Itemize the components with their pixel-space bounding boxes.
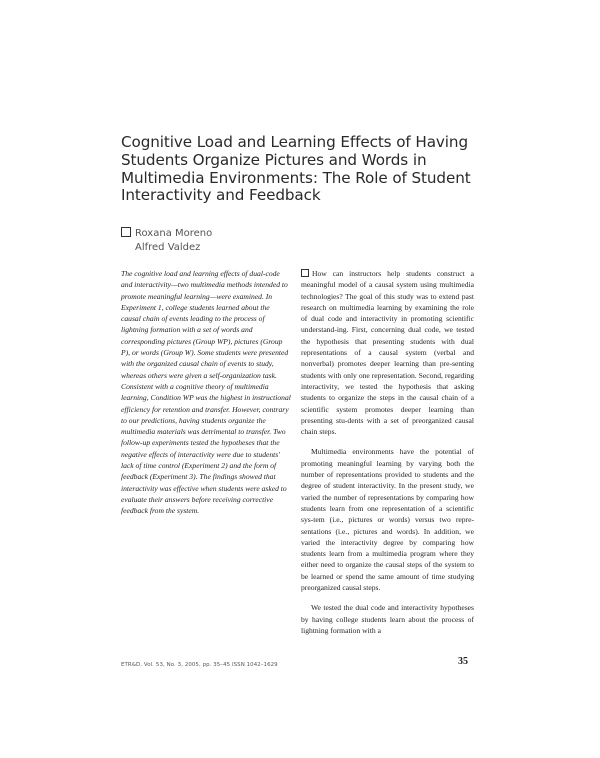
author-list: [121, 227, 212, 255]
author-name: Roxana Moreno: [135, 228, 213, 239]
author-line-1: [121, 227, 212, 241]
body-paragraph: We tested the dual code and interactivity hypotheses by having college students learn about the process of lightning formation with a: [301, 603, 474, 635]
abstract: The cognitive load and learning effects of dual-code and interactivity—two multimedia methods intended to promote meaningful learning—were examined. In Experiment 1, college students learned about the causal chain of events leading to the process of lightning formation with a set of words and corresponding pictures (Group WP), pictures (Group P), or words (Group W). Some students were presented with the organized causal chain of events to study, whereas others were given a self-organization task. Consistent with a cognitive theory of multimedia learning, Condition WP was the highest in instructional efficiency for retention and transfer. However, contrary to our predictions, having students organize the multimedia materials was detrimental to transfer. Two follow-up experiments tested the hypotheses that the negative effects of interactivity were due to students' lack of time control (Experiment 2) and the form of feedback (Experiment 3). The findings showed that interactivity was effective when students were asked to evaluate their answers before receiving corrective feedback from the system.: [121, 269, 291, 516]
page-number: 35: [458, 656, 468, 667]
body-paragraph: Multimedia environments have the potential of promoting meaningful learning by varying both the number of representations provided to students and the degree of student interactivity. In the present study, we varied the number of representations by comparing how students learn from one representation of a scientific sys-tem (i.e., pictures or words) versus two repre-sentations (i.e., pictures and words). In addition, we varied the interactivity degree by comparing how students learn from a multimedia program where they either need to organize the causal steps of the system to be learned or spend the same amount of time studying preorganized causal steps.: [301, 447, 474, 593]
body-column: [301, 268, 474, 645]
author-line-2: [121, 241, 212, 255]
body-paragraph: [301, 268, 474, 437]
section-bullet-icon: [301, 269, 309, 277]
author-name: Alfred Valdez: [135, 242, 201, 253]
journal-citation: ETR&D, Vol. 53, No. 3, 2005, pp. 35–45 ISSN 1042–1629: [121, 662, 278, 668]
body-paragraph-text: How can instructors help students construct a meaningful model of a causal system using multimedia technologies? The goal of this study was to extend past research on multimedia learning by examining the role of dual code and interactivity in promoting scientific understand-ing. First, concerning dual code, we tested the hypothesis that presenting students with dual representations of a causal system (verbal and nonverbal) promotes deeper learning than pre-senting students with only one representation. Second, regarding interactivity, we tested the hypothesis that asking students to organize the steps in the causal chain of a scientific system promotes deeper learning than presenting stu-dents with a set of preorganized causal chain steps.: [301, 269, 474, 437]
author-bullet-icon: [121, 227, 131, 237]
article-title: Cognitive Load and Learning Effects of Having Students Organize Pictures and Words in Multimedia Environments: The Role of Student Interactivity and Feedback: [121, 133, 471, 205]
